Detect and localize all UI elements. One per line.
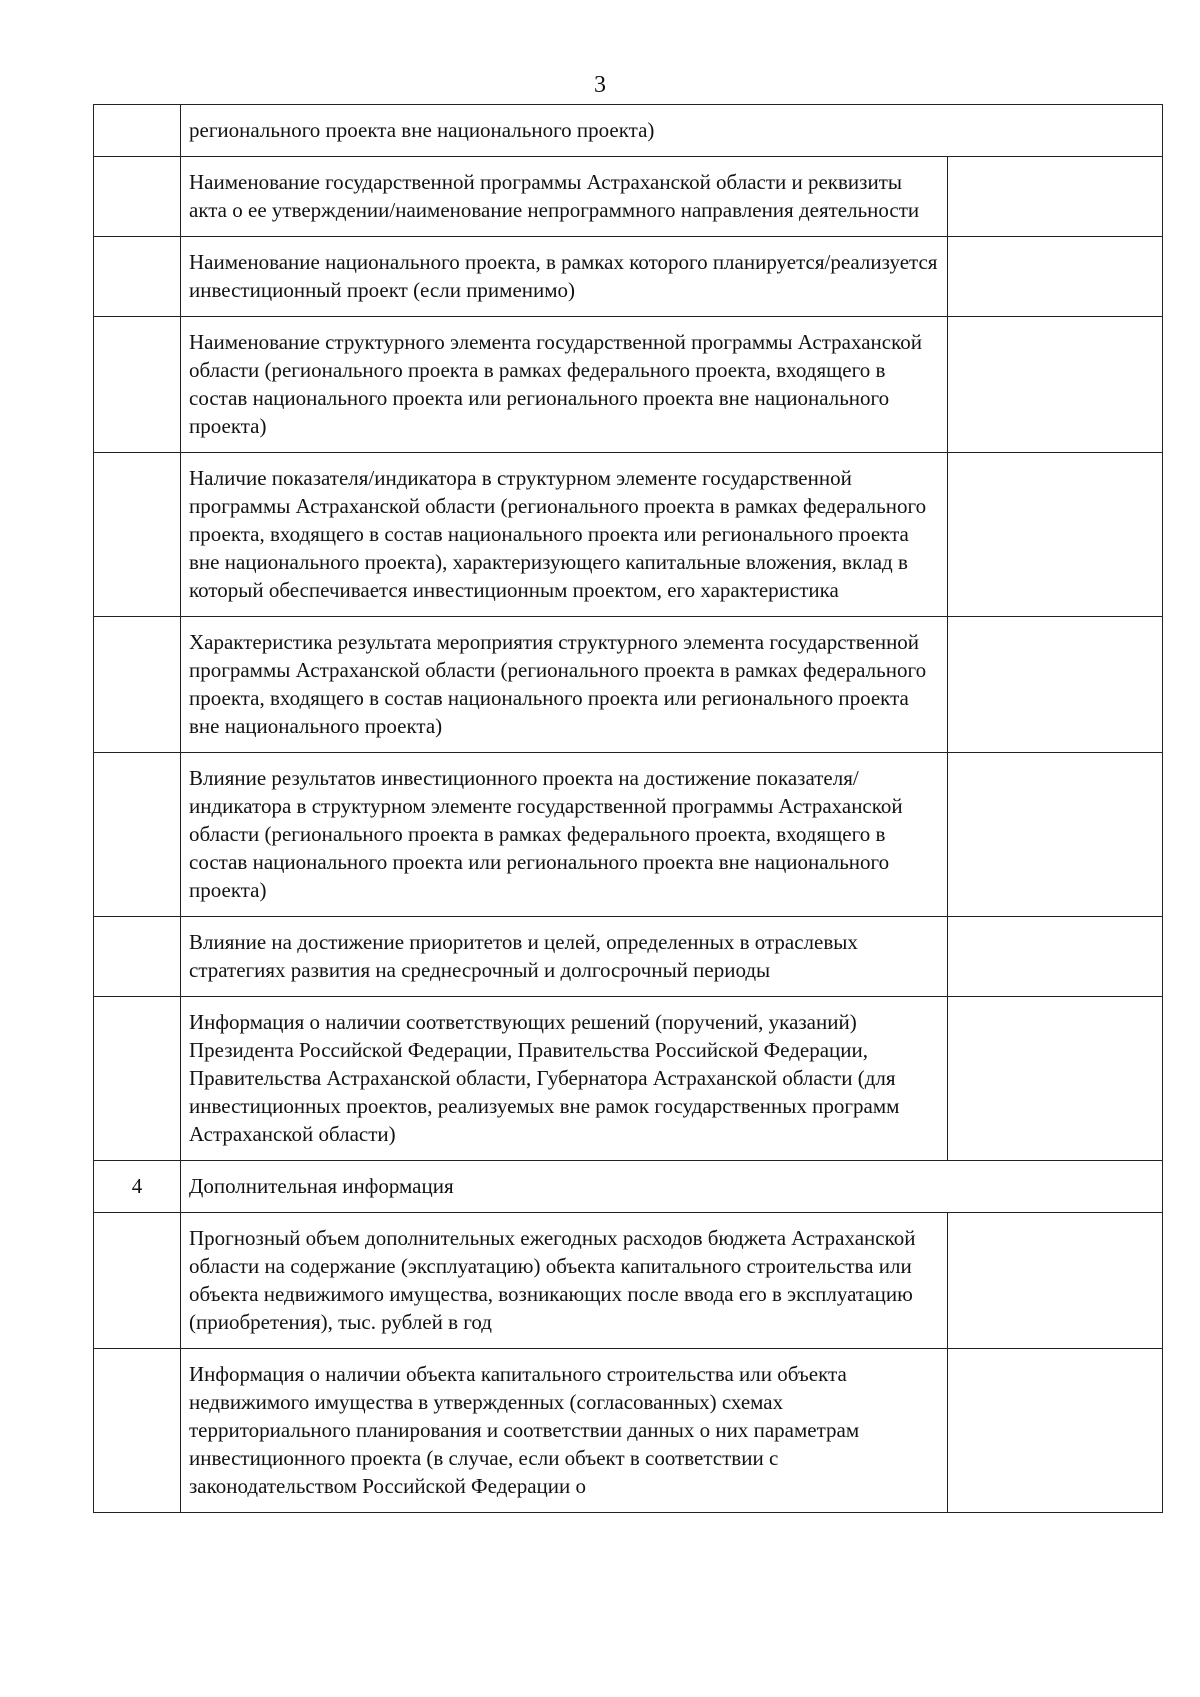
row-label-cell: Характеристика результата мероприятия структурного элемента государственной программы Астраханской области (регионального проекта в рамках федерального проекта, входящего в состав национального проекта или регионального проекта вне национального проекта) [181, 617, 948, 753]
row-number-cell [94, 157, 181, 237]
row-number-cell [94, 997, 181, 1161]
row-label-cell: Наименование структурного элемента государственной программы Астраханской области (регионального проекта в рамках федерального проекта, входящего в состав национального проекта или регионального проекта вне национального проекта) [181, 317, 948, 453]
row-number-cell [94, 617, 181, 753]
section-title-cell: Дополнительная информация [181, 1161, 1163, 1213]
table-row [94, 453, 1163, 617]
row-number-cell [94, 917, 181, 997]
row-value-cell[interactable] [948, 997, 1163, 1161]
table-row [94, 917, 1163, 997]
table-row [94, 753, 1163, 917]
table-row [94, 997, 1163, 1161]
row-number-cell [94, 1349, 181, 1513]
row-label-cell: регионального проекта вне национального проекта) [181, 105, 1163, 157]
table-row [94, 1349, 1163, 1513]
table-row [94, 617, 1163, 753]
row-value-cell[interactable] [948, 753, 1163, 917]
section-header-row [94, 1161, 1163, 1213]
row-number-cell [94, 317, 181, 453]
row-number-cell [94, 1213, 181, 1349]
passport-table [93, 104, 1163, 1513]
row-value-cell[interactable] [948, 1213, 1163, 1349]
row-number-cell [94, 237, 181, 317]
page-number: 3 [594, 72, 606, 98]
row-value-cell[interactable] [948, 317, 1163, 453]
table-row [94, 1213, 1163, 1349]
row-label-cell: Наименование национального проекта, в рамках которого планируется/реализуется инвестиционный проект (если применимо) [181, 237, 948, 317]
table-row [94, 317, 1163, 453]
row-number-cell [94, 453, 181, 617]
row-label-cell: Наименование государственной программы Астраханской области и реквизиты акта о ее утверждении/наименование непрограммного направления деятельности [181, 157, 948, 237]
row-value-cell[interactable] [948, 917, 1163, 997]
row-number-cell [94, 105, 181, 157]
row-value-cell[interactable] [948, 237, 1163, 317]
row-value-cell[interactable] [948, 1349, 1163, 1513]
row-label-cell: Информация о наличии соответствующих решений (поручений, указаний) Президента Российской Федерации, Правительства Российской Федерации, Правительства Астраханской области, Губернатора Астраханской области (для инвестиционных проектов, реализуемых вне рамок государственных программ Астраханской области) [181, 997, 948, 1161]
table-row [94, 105, 1163, 157]
row-number-cell [94, 753, 181, 917]
row-label-cell: Влияние на достижение приоритетов и целей, определенных в отраслевых стратегиях развития на среднесрочный и долгосрочный периоды [181, 917, 948, 997]
row-label-cell: Наличие показателя/индикатора в структурном элементе государственной программы Астраханской области (регионального проекта в рамках федерального проекта, входящего в состав национального проекта или регионального проекта вне национального проекта), характеризующего капитальные вложения, вклад в который обеспечивается инвестиционным проектом, его характеристика [181, 453, 948, 617]
row-label-cell: Прогнозный объем дополнительных ежегодных расходов бюджета Астраханской области на содержание (эксплуатацию) объекта капитального строительства или объекта недвижимого имущества, возникающих после ввода его в эксплуатацию (приобретения), тыс. рублей в год [181, 1213, 948, 1349]
row-label-cell: Влияние результатов инвестиционного проекта на достижение показателя/индикатора в структурном элементе государственной программы Астраханской области (регионального проекта в рамках федерального проекта, входящего в состав национального проекта или регионального проекта вне национального проекта) [181, 753, 948, 917]
row-value-cell[interactable] [948, 617, 1163, 753]
row-value-cell[interactable] [948, 453, 1163, 617]
row-label-cell: Информация о наличии объекта капитального строительства или объекта недвижимого имущества в утвержденных (согласованных) схемах территориального планирования и соответствии данных о них параметрам инвестиционного проекта (в случае, если объект в соответствии с законодательством Российской Федерации о [181, 1349, 948, 1513]
section-number-cell: 4 [94, 1161, 181, 1213]
row-value-cell[interactable] [948, 157, 1163, 237]
table-row [94, 157, 1163, 237]
table-row [94, 237, 1163, 317]
